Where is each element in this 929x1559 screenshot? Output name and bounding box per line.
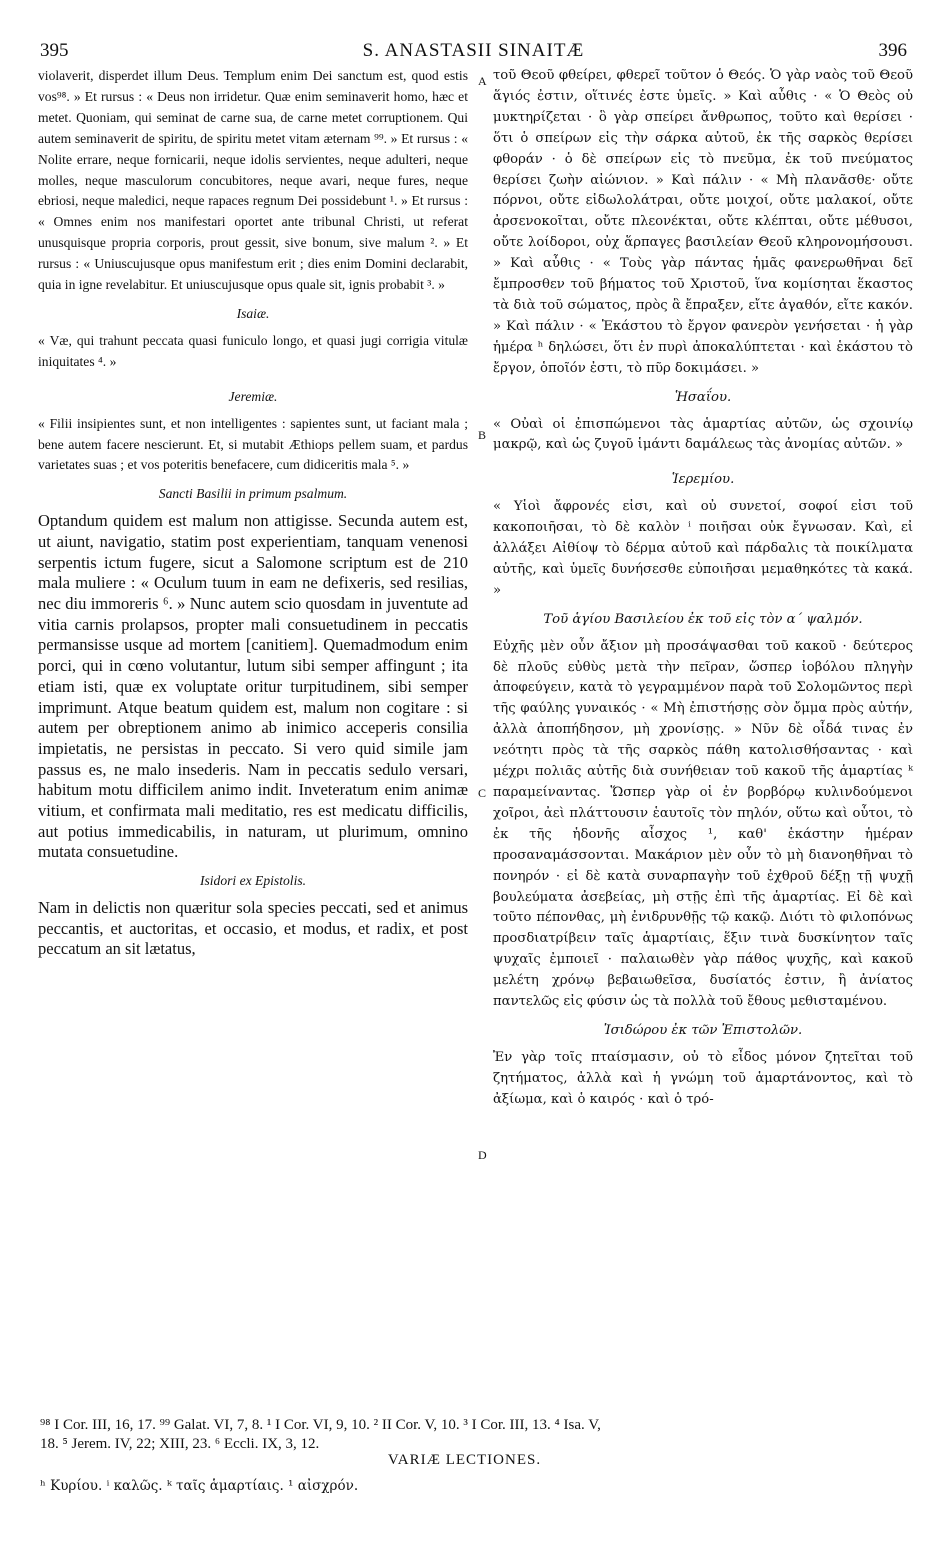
greek-paragraph-2: « Οὐαὶ οἱ ἐπισπώμενοι τὰς ἁμαρτίας αὐτῶν, ὡς σχοινίῳ μακρῷ, καὶ ὡς ζυγοῦ ἱμάντι δαμάλεως τὰς ἀνομίας αὐτῶν. » [493, 416, 913, 453]
latin-paragraph-2: « Væ, qui trahunt peccata quasi funiculo longo, et quasi jugi corrigia vitulæ iniquitates ⁴. » [38, 332, 468, 369]
variae-lectiones-text: ʰ Κυρίου. ⁱ καλῶς. ᵏ ταῖς ἁμαρτίαις. ¹ αἰσχρόν. [40, 1478, 359, 1494]
greek-paragraph-5: Ἐν γὰρ τοῖς πταίσμασιν, οὐ τὸ εἶδος μόνον ζητεῖται τοῦ ζητήματος, ἀλλὰ καὶ ἡ γνώμη τοῦ ἁμαρτάνοντος, καὶ τὸ ἀξίωμα, καὶ ὁ καιρός · καὶ ὁ τρό- [493, 1049, 913, 1107]
greek-paragraph-3: « Υἱοὶ ἄφρονές εἰσι, καὶ οὐ συνετοί, σοφοί εἰσι τοῦ κακοποιῆσαι, τὸ δὲ καλὸν ⁱ ποιῆσαι οὐκ ἔγνωσαν. Καὶ, εἰ ἀλλάξει Αἰθίοψ τὸ δέρμα αὐτοῦ καὶ πάρδαλις τὰ ποικίλματα αὐτῆς, καὶ ὑμεῖς δυνήσεσθε εὐποιῆσαι μεμαθηκότες τὰ κακά. » [493, 499, 913, 598]
variae-lectiones-title: VARIÆ LECTIONES. [387, 1452, 542, 1468]
latin-heading-isidori: Isidori ex Epistolis. [199, 873, 307, 889]
margin-letter-d: D [478, 1148, 487, 1162]
greek-paragraph-1: τοῦ Θεοῦ φθείρει, φθερεῖ τοῦτον ὁ Θεός. Ὁ γὰρ ναὸς τοῦ Θεοῦ ἅγιός ἐστιν, οἵτινές ἐστε ὑμεῖς. » Καὶ αὖθις · « Ὁ Θεὸς οὐ μυκτηρίζεται · ὃ γὰρ σπείρει ἄνθρωπος, τοῦτο καὶ θερίσει · ὅτι ὁ σπείρων εἰς τὴν σάρκα αὐτοῦ, ἐκ τῆς σαρκὸς θερίσει φθοράν · ὁ δὲ σπείρων εἰς τὸ πνεῦμα, ἐκ τοῦ πνεύματος θερίσει ζωὴν αἰώνιον. » Καὶ πάλιν · « Μὴ πλανᾶσθε· οὔτε πόρνοι, οὔτε εἰδωλολάτραι, οὔτε μοιχοί, οὔτε μαλακοί, οὔτε ἀρσενοκοῖται, οὔτε πλεονέκται, οὔτε κλέπται, οὔτε μέθυσοι, οὔτε λοίδοροι, οὐχ ἅρπαγες βασιλείαν Θεοῦ κληρονομήσουσι. » Καὶ αὖθις · « Τοὺς γὰρ πάντας ἡμᾶς φανερωθῆναι δεῖ ἔμπροσθεν τοῦ βήματος τοῦ Χριστοῦ, ἵνα κομίσηται ἕκαστος τὰ διὰ τοῦ σώματος, πρὸς ἃ ἔπραξεν, εἴτε ἀγαθόν, εἴτε κακόν. » Καὶ πάλιν · « Ἑκάστου τὸ ἔργον φανερὸν γενήσεται · ἡ γὰρ ἡμέρα ʰ δηλώσει, ὅτι ἐν πυρὶ ἀποκαλύπτεται · καὶ ἑκάστου τὸ ἔργον, ὁποῖόν ἐστι, τὸ πῦρ δοκιμάσει. » [493, 68, 913, 376]
greek-heading-basilii: Τοῦ ἁγίου Βασιλείου ἐκ τοῦ εἰς τὸν α΄ ψαλμόν. [543, 611, 863, 627]
running-title: S. ANASTASII SINAITÆ [362, 40, 585, 61]
latin-paragraph-1: violaverit, disperdet illum Deus. Templum enim Dei sanctum est, quod estis vos⁹⁸. » Et rursus : « Deus non irridetur. Quæ enim seminaverit homo, hæc et metet. Quoniam, qui seminat de carne sua, de carne metet corruptionem. Qui autem seminaverit de spiritu, de spiritu metet vitam æternam ⁹⁹. » Et rursus : « Nolite errare, neque fornicarii, neque idolis servientes, neque adulteri, neque molles, neque masculorum concubitores, neque avari, neque fures, neque ebriosi, neque maledici, neque rapaces regnum Dei possidebunt ¹. » Et rursus : « Omnes enim nos manifestari oportet ante tribunal Christi, ut referat unusquisque propria corporis, prout gessit, sive bonum, sive malum ². » Et rursus : « Uniuscujusque opus manifestum erit ; dies enim Domini declarabit, quia in igne revelabitur. Et uniuscujusque opus quale sit, ignis probabit ³. » [38, 68, 468, 293]
page-number-left: 395 [40, 40, 69, 61]
margin-letter-c: C [478, 786, 487, 800]
latin-heading-basilii: Sancti Basilii in primum psalmum. [158, 486, 348, 502]
latin-paragraph-4: Optandum quidem est malum non attigisse. Secunda autem est, ut aiunt, navigatio, statim post experientiam, tanquam venenosi serpentis ictum fugere, sicut a Salomone scriptum est de 210 mala muliere : « Oculum tuum in eam ne defixeris, sed resilias, nec diu immoreris ⁶. » Nunc autem scio quosdam in juventute ad vitia carnis prolapsos, propter mali consuetudinem in peccatis permansisse usque ad mortem [canitiem]. Quemadmodum enim porci, qui in cœno volutantur, lutum sibi semper affingunt ; ita etiam isti, quæ ex voluptate oritur turpitudinem, sibi semper imprimunt. Atque beatum quidem est, malum non cogitare : si autem per obreptionem animo ab inimico acceperis consilia impietatis, ne persistas in peccato. Si vero quid simile jam passus es, ne malo insederis. Nam in peccatis sedulo versari, habitum motu difficilem animo indit. Inveteratum enim animæ vitium, et confirmata mali meditatio, res est medicatu difficilis, aut potius immedicabilis, in naturam, ut plurimum, omnino mutata consuetudine. [38, 511, 468, 862]
latin-heading-jeremiae: Jeremiæ. [228, 388, 278, 404]
greek-heading-jeremiae: Ἱερεμίου. [671, 472, 735, 488]
margin-letter-b: B [478, 428, 487, 442]
footnote-line-2: 18. ⁵ Jerem. IV, 22; XIII, 23. ⁶ Eccli. IX, 3, 12. [40, 1436, 320, 1452]
greek-heading-isidori: Ἰσιδώρου ἐκ τῶν Ἐπιστολῶν. [603, 1022, 803, 1038]
latin-paragraph-3: « Filii insipientes sunt, et non intelligentes : sapientes sunt, ut faciant mala ; bene autem facere nescierunt. Et, si mutabit Æthiops pellem suam, et pardus varietates suas ; et vos poteritis benefacere, cum didiceritis mala ⁵. » [38, 415, 468, 473]
page-header [40, 40, 907, 64]
greek-heading-isaiae: Ἡσαΐου. [674, 389, 732, 405]
page-number-right: 396 [878, 40, 907, 61]
latin-heading-isaiae: Isaiæ. [236, 305, 270, 321]
latin-column [38, 66, 468, 960]
greek-column [493, 66, 913, 1111]
margin-letter-a: A [478, 74, 487, 88]
latin-paragraph-5: Nam in delictis non quæritur sola species peccati, sed et animus peccantis, et auctoritas, et occasio, et modus, et radix, et post peccatum an sit lætatus, [38, 898, 468, 959]
footnote-line-1: ⁹⁸ I Cor. III, 16, 17. ⁹⁹ Galat. VI, 7, 8. ¹ I Cor. VI, 9, 10. ² II Cor. V, 10. ³ I Cor. III, 13. ⁴ Isa. V, [40, 1417, 601, 1433]
greek-paragraph-4: Εὐχῆς μὲν οὖν ἄξιον μὴ προσάψασθαι τοῦ κακοῦ · δεύτερος δὲ πλοῦς εὐθὺς μετὰ τὴν πεῖραν, ὥσπερ ἰοβόλου πληγὴν ἀποφεύγειν, κατὰ τὸ γεγραμμένον παρὰ τοῦ Σολομῶντος περὶ τῆς φαύλης γυναικός · « Μὴ ἐπιστήσῃς σὸν ὄμμα πρὸς αὐτήν, ἀλλὰ ἀποπήδησον, μὴ χρονίσῃς. » Νῦν δὲ οἶδά τινας ἐν νεότητι πρὸς τὰ τῆς σαρκὸς πάθη κατολισθήσαντας · καὶ μέχρι πολιᾶς αὐτῆς διὰ συνήθειαν τοῦ κακοῦ τῆς ἁμαρτίας ᵏ παραμείναντας. Ὥσπερ γὰρ οἱ ἐν βορβόρῳ κυλινδούμενοι χοῖροι, ἀεὶ πλάττουσιν ἑαυτοῖς τὸν πηλόν, οὕτω καὶ οὗτοι, τὸ ἐκ τῆς ἡδονῆς αἶσχος ¹, καθ' ἑκάστην ἡμέραν προσαναμάσσονται. Μακάριον μὲν οὖν τὸ μὴ διανοηθῆναι τὸ πονηρόν · εἰ δὲ κατὰ συναρπαγὴν τοῦ ἐχθροῦ δέξῃ τῇ ψυχῇ βουλεύματα ἀσεβείας, μὴ στῇς ἐπὶ τῆς ἁμαρτίας. Εἰ δὲ καὶ τοῦτο πέπονθας, μὴ ἐνιδρυνθῇς τῷ κακῷ. Διότι τὸ φιλοπόνως προσδιατρίβειν ταῖς ἁμαρτίαις, ἕξιν τινὰ δυσκίνητον ταῖς ψυχαῖς ἐμποιεῖ · παλαιωθὲν γὰρ πάθος ψυχῆς, καὶ κακοῦ μελέτη χρόνῳ βεβαιωθεῖσα, δυσίατός ἐστιν, ἢ ἀνίατος παντελῶς εἰς φύσιν ὡς τὰ πολλὰ τοῦ ἔθους μεθισταμένου. [493, 638, 913, 1010]
footnotes [40, 1416, 909, 1454]
